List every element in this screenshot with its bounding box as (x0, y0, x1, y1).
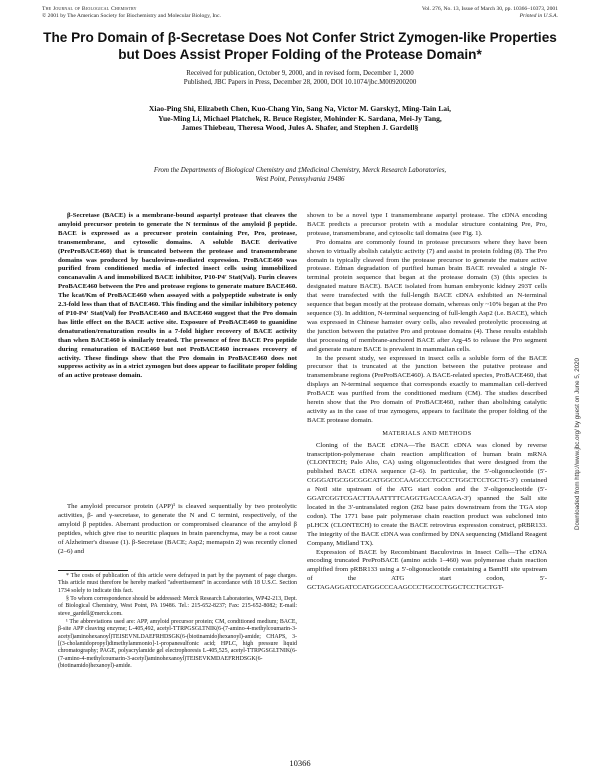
printed-line: Printed in U.S.A. (519, 13, 558, 19)
received-line: Received for publication, October 9, 2000, and in revised form, December 1, 2000 (186, 70, 414, 77)
intro-continuation: shown to be a novel type I transmembrane aspartyl protease. The cDNA encoding BACE predicts a precursor protein with a modular structure containing Pre, Pro, protease, transmembrane, and cytosolic tail domains (see Fig. 1). (307, 212, 547, 237)
affiliation (40, 167, 560, 184)
published-line: Published, JBC Papers in Press, December 28, 2000, DOI 10.1074/jbc.M009200200 (183, 78, 417, 86)
section-heading-methods: MATERIALS AND METHODS (382, 429, 472, 437)
affiliation-line: West Point, Pennsylvania 19486 (255, 175, 345, 183)
present-study-paragraph: In the present study, we expressed in insect cells a soluble form of the BACE precursor that is truncated at the junction between the putative protease and transmembrane regions (PreProBACE460). A BACE-related species, ProBACE460, that displays an N-terminal sequence that corresponds exactly to mammalian cell-derived ProBACE was purified from the conditioned medium (CM). The studies described herein show that the Pro domain of ProBACE460, rather than abolishing catalytic activity as in the case of true zymogens, appears to facilitate the proper folding of the BACE protease domain. (307, 354, 547, 424)
author-list (52, 104, 548, 133)
publication-history (40, 70, 560, 87)
footnote-divider (58, 570, 128, 571)
footnote-abbreviations: ¹ The abbreviations used are: APP, amyloid precursor protein; CM, conditioned medium; BACE, β-site APP cleaving enzyme; L-405,492, acetyl-TTRPGSGLTNIK(6-(7-amino-4-methylcoumarin-3-acetyl)aminohexanoyl)TEISEVNLDAEFRHDSGK(6-(biotinamido)hexanoyl)-amide; CHAPS, 3-[(3-cholamidopropyl)dimethylammonio]-1-propanesulfonic acid; HPLC, high pressure liquid chromatography; PAGE, polyacrylamide gel electrophoresis L-405,525, acetyl-TTRPGSGLTNIK(6-(7-amino-4-methylcoumarin-3-acetyl)aminohexanoyl)TEISEVKMDAEFRHDSGK(6-(biotinamido)hexanoyl)-amide. (58, 619, 297, 670)
volume-info: Vol. 276, No. 13, Issue of March 30, pp. 10366–10373, 2001 (421, 6, 558, 12)
journal-name: The Journal of Biological Chemistry (42, 6, 137, 12)
pro-domain-paragraph: Pro domains are commonly found in protease precursors where they have been shown to virtually abolish catalytic activity (7) and assist in protein folding (8). The Pro domain is typically cleaved from the protease precursor to generate the mature active protease. Edman degradation of purified human brain BACE revealed a single N-terminal protein sequence that began at the protease domain (3) (this species is designated mature BACE). BACE isolated from human embryonic kidney 293T cells that were transfected with the full-length BACE cDNA exhibited an N-terminal sequence that began mostly at the protease domain, whereas only ~10% began at the Pro sequence (3). In addition, N-terminal sequencing of full-length Asp2 (i.e. BACE), which was expressed in Chinese hamster ovary cells, also revealed proteolytic processing at the junction between the putative Pro and protease domains (4). These results establish that processing of membrane-anchored BACE after Arg-45 to release the Pro segment and generate mature BACE is prevalent in mammalian cells. (307, 238, 547, 353)
authors-line: Xiao-Ping Shi, Elizabeth Chen, Kuo-Chang Yin, Sang Na, Victor M. Garsky‡, Ming-Tain Lai, (148, 104, 452, 113)
footnote-publication-costs: * The costs of publication of this article were defrayed in part by the payment of page charges. This article must therefore be hereby marked "advertisement" in accordance with 18 U.S.C. Section 1734 solely to indicate this fact. (58, 573, 297, 594)
right-column (307, 212, 547, 593)
footnote-correspondence: § To whom correspondence should be addressed: Merck Research Laboratories, WP42-213, Dept. of Biological Chemistry, West Point, PA 19486. Tel.: 215-652-8237; Fax: 215-652-8082; E-mail: steve_gardell@merck.com. (58, 596, 298, 617)
affiliation-line: From the Departments of Biological Chemistry and ‡Medicinal Chemistry, Merck Research Laboratories, (153, 167, 447, 174)
running-header-left (42, 6, 221, 20)
authors-line: James Thiebeau, Theresa Wood, Jules A. Shafer, and Stephen J. Gardell§ (181, 123, 419, 133)
download-watermark: Downloaded from http://www.jbc.org/ by guest on June 5, 2020 (574, 358, 581, 530)
methods-cloning-paragraph: Cloning of the BACE cDNA—The BACE cDNA was cloned by reverse transcription-polymerase chain reaction amplification of human brain mRNA (CLONTECH; Palo Alto, CA) using oligonucleotides that were designed from the published BACE cDNA sequence (2–6). In particular, the 5′-oligonucleotide (5′-CGGGATGCGGCGGCATGGCCCAAGCCCTGCCCTGGCTCCTGCTG-3′) contained a NotI site upstream of the ATG start codon and the 3′-oligonucleotide (5′-GGATCGGTCGACTTAAATTTTCAGGTGACCAAGA-3′) spanned the SalI site located in the 3′-untranslated region (262 base pairs downstream from the TGA stop codon). The 1771 base pair polymerase chain reaction product was subcloned into pLHCX (CLONTECH) to create the BACE retrovirus expression construct, pRBR133. The integrity of the BACE cDNA was confirmed by DNA sequencing (Midland Reagent Company, Midland TX). (307, 441, 547, 547)
left-column (58, 212, 297, 381)
left-column-intro (58, 503, 297, 556)
abstract-paragraph: β-Secretase (BACE) is a membrane-bound aspartyl protease that cleaves the amyloid precursor protein to generate the N terminus of the amyloid β peptide. BACE is expressed as a precursor protein containing Pre, Pro, protease, transmembrane, and cytosolic domains. A soluble BACE derivative (PreProBACE460) that is truncated between the protease and transmembrane domains was produced by baculovirus-mediated expression. ProBACE460 was purified from conditioned media of infected insect cells using immobilized concanavalin A and immobilized BACE inhibitor, P10-P4′ Stat(Val). Furin cleaves ProBACE460 between the Pro and protease regions to generate mature BACE460. The kcat/Km of ProBACE460 when assayed with a polypeptide substrate is only 2.3-fold less than that of BACE460. This finding and the similar inhibitory potency of P10-P4′ Stat(Val) for ProBACE460 and BACE460 suggest that the Pro domain has little effect on the BACE active site. Exposure of ProBACE460 to guanidine denaturation/renaturation results in a 7-fold higher recovery of BACE activity than when BACE460 is similarly treated. The presence of free BACE Pro peptide during renaturation of BACE460 but not ProBACE460 increases recovery of activity. These findings show that the Pro domain in ProBACE460 does not suppress activity as in a strict zymogen but does appear to facilitate proper folding of an active protease domain. (58, 212, 297, 380)
article-title: The Pro Domain of β-Secretase Does Not Confer Strict Zymogen-like Properties but Does Assist Proper Folding of the Protease Domain* (43, 30, 557, 62)
authors-line: Yue-Ming Li, Michael Platchek, R. Bruce Register, Mohinder K. Sardana, Mei-Jy Tang, (158, 113, 442, 123)
footnotes (58, 573, 297, 671)
running-header-right (422, 6, 558, 20)
intro-paragraph: The amyloid precursor protein (APP)¹ is cleaved sequentially by two proteolytic activities, β- and γ-secretase, to generate the N and C termini, respectively, of the amyloid β peptides. Aberrant production or compromised clearance of the amyloid β peptides, which give rise to neuritic plaques in brain parenchyma, may be a root cause of Alzheimer's disease (1). β-Secretase (BACE; Asp2; memapsin 2) was recently cloned (2–6) and (58, 503, 297, 555)
copyright-line: © 2001 by The American Society for Biochemistry and Molecular Biology, Inc. (42, 13, 221, 19)
page-number: 10366 (289, 758, 311, 768)
methods-expression-paragraph: Expression of BACE by Recombinant Baculovirus in Insect Cells—The cDNA encoding truncated PreProBACE (amino acids 1–460) was polymerase chain reaction amplified from pRBR133 using a 5′-oligonucleotide containing a BamHI site upstream of the ATG start codon, 5′-GCTAGAGGATCCATGGCCCAAGCCCTGCCCTGGCTCCTGCTGT- (307, 548, 547, 592)
